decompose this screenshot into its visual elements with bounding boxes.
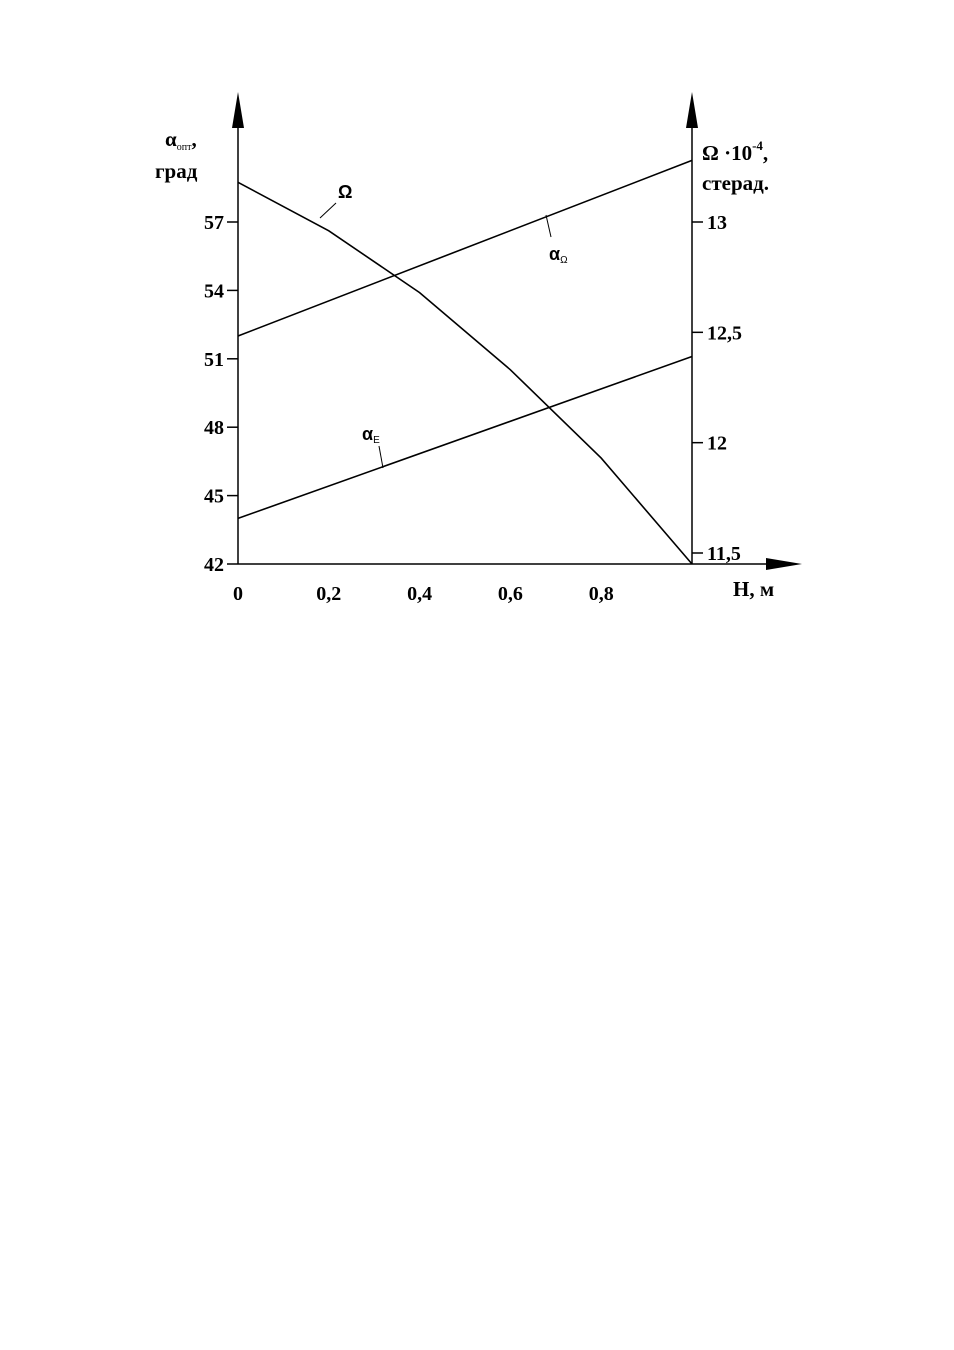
left-y-tick-label: 42: [204, 554, 224, 576]
left-y-ticks: [204, 212, 238, 576]
alpha-omega-label-sub: Ω: [560, 255, 568, 266]
left-y-tick-label: 48: [204, 417, 224, 440]
right-y-axis-sup: -4: [752, 138, 763, 153]
alpha-omega-series-label: [549, 244, 568, 266]
x-tick-label: 0,6: [497, 583, 523, 605]
alpha-e-label-symbol: α: [362, 424, 374, 444]
right-y-axis-arrow: [686, 92, 698, 128]
x-tick-label: 0,8: [588, 583, 614, 605]
left-y-axis-title: [165, 127, 197, 153]
right-y-axis-symbol: Ω ·10: [702, 141, 753, 165]
omega-line: [238, 182, 692, 564]
left-y-tick-label: 45: [204, 485, 224, 508]
right-y-tick-label: 12: [707, 432, 727, 455]
left-y-tick-label: 54: [204, 280, 224, 303]
x-axis-arrow: [766, 558, 802, 570]
right-y-ticks: [692, 212, 742, 565]
x-ticks: [233, 583, 614, 605]
right-y-axis-unit: стерад.: [702, 171, 770, 195]
x-tick-label: 0: [233, 583, 243, 605]
left-y-axis-arrow: [232, 92, 244, 128]
right-y-tick-label: 11,5: [707, 543, 741, 565]
alpha-omega-label-symbol: α: [549, 244, 561, 264]
series-lines: [238, 160, 692, 564]
left-y-axis-unit: град: [155, 159, 198, 183]
omega-series-label: Ω: [338, 182, 353, 202]
left-y-tick-label: 51: [204, 348, 224, 371]
alpha-e-leader: [379, 446, 383, 468]
right-y-tick-label: 13: [707, 212, 727, 234]
left-y-axis-suffix: ,: [191, 127, 197, 151]
right-y-tick-label: 12,5: [707, 322, 742, 345]
right-y-axis-suffix: ,: [762, 141, 769, 165]
alpha-e-series-label: [362, 424, 380, 446]
x-tick-label: 0,4: [407, 583, 433, 605]
alpha-e-label-sub: Е: [373, 435, 380, 446]
x-tick-label: 0,2: [316, 583, 342, 605]
alpha-e-line: [238, 357, 692, 519]
left-y-tick-label: 57: [204, 212, 224, 234]
alpha-omega-line: [238, 160, 692, 336]
omega-leader: [320, 203, 336, 218]
left-y-axis-symbol: α: [165, 127, 177, 151]
alpha-omega-leader: [546, 215, 551, 237]
right-y-axis-title: [702, 138, 768, 165]
left-y-axis-sub: опт: [176, 142, 192, 153]
x-axis-title: Н, м: [733, 577, 775, 601]
